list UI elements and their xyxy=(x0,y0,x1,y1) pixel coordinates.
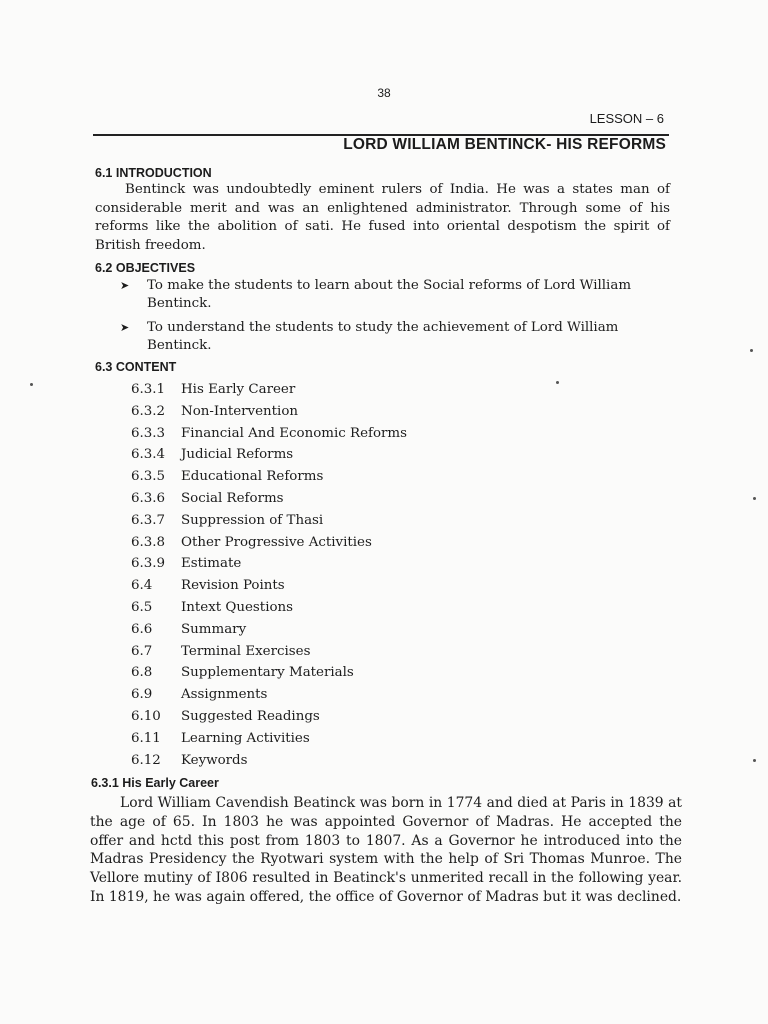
objective-item xyxy=(120,319,640,355)
item-label: Revision Points xyxy=(181,578,285,594)
page-number: 38 xyxy=(377,86,391,100)
item-number: 6.10 xyxy=(131,708,161,724)
list-item xyxy=(131,662,531,684)
list-item xyxy=(131,641,531,663)
item-label: Learning Activities xyxy=(181,730,310,746)
objectives-heading: 6.2 OBJECTIVES xyxy=(95,261,196,275)
item-label: Judicial Reforms xyxy=(181,447,294,463)
arrow-bullet-icon: ➤ xyxy=(120,279,130,292)
item-label: Assignments xyxy=(181,687,268,703)
content-list xyxy=(131,379,531,771)
item-number: 6.9 xyxy=(131,687,153,703)
item-number: 6.5 xyxy=(131,599,153,615)
item-number: 6.3.9 xyxy=(131,556,166,572)
list-item xyxy=(131,750,531,772)
introduction-paragraph: Bentinck was undoubtedly eminent rulers of India. He was a states man of considerable merit and was an enlightened administrator. Through some of his reforms like the abolition of sati. He fused into oriental despotism the spirit of British freedom. xyxy=(95,182,670,253)
item-number: 6.4 xyxy=(131,578,153,594)
scan-speck xyxy=(750,349,753,352)
item-label: Financial And Economic Reforms xyxy=(181,425,407,441)
item-label: Terminal Exercises xyxy=(181,643,311,659)
item-number: 6.3.4 xyxy=(131,447,166,463)
item-number: 6.3.2 xyxy=(131,403,166,419)
list-item xyxy=(131,597,531,619)
item-number: 6.3.3 xyxy=(131,425,166,441)
lesson-title: LORD WILLIAM BENTINCK- HIS REFORMS xyxy=(343,136,666,153)
list-item xyxy=(131,619,531,641)
item-number: 6.3.8 xyxy=(131,534,166,550)
item-label: Suggested Readings xyxy=(181,708,320,724)
lesson-label: LESSON – 6 xyxy=(589,111,664,126)
item-number: 6.3.1 xyxy=(131,382,166,397)
list-item xyxy=(131,423,531,445)
list-item xyxy=(131,379,531,401)
scan-speck xyxy=(753,497,756,500)
item-number: 6.11 xyxy=(131,730,161,746)
item-number: 6.7 xyxy=(131,643,153,659)
list-item xyxy=(131,575,531,597)
list-item xyxy=(131,553,531,575)
item-number: 6.6 xyxy=(131,621,153,637)
item-label: Estimate xyxy=(181,556,242,572)
scan-speck xyxy=(556,381,559,384)
introduction-heading: 6.1 INTRODUCTION xyxy=(95,166,212,180)
list-item xyxy=(131,444,531,466)
item-label: His Early Career xyxy=(181,382,296,397)
item-number: 6.12 xyxy=(131,752,161,768)
item-label: Supplementary Materials xyxy=(181,665,354,681)
item-label: Social Reforms xyxy=(181,490,284,506)
item-label: Keywords xyxy=(181,752,248,768)
early-career-paragraph: Lord William Cavendish Beatinck was born in 1774 and died at Paris in 1839 at the age of 65. In 1803 he was appointed Governor of Madras. He accepted the offer and hctd this post from 1803 to 1807. As a Governor he introduced into the Madras Presidency the Ryotwari system with the help of Sri Thomas Munroe. The Vellore mutiny of I806 resulted in Beatinck's unmerited recall in the following year. In 1819, he was again offered, the office of Governor of Madras but it was declined. xyxy=(90,795,682,905)
item-label: Educational Reforms xyxy=(181,469,324,485)
content-heading: 6.3 CONTENT xyxy=(95,360,177,374)
scan-speck xyxy=(753,759,756,762)
item-label: Intext Questions xyxy=(181,599,294,615)
item-label: Suppression of Thasi xyxy=(181,512,324,528)
list-item xyxy=(131,706,531,728)
list-item xyxy=(131,532,531,554)
list-item xyxy=(131,401,531,423)
list-item xyxy=(131,728,531,750)
list-item xyxy=(131,684,531,706)
arrow-bullet-icon: ➤ xyxy=(120,321,130,334)
item-number: 6.3.5 xyxy=(131,469,166,485)
item-number: 6.3.7 xyxy=(131,512,166,528)
item-label: Non-Intervention xyxy=(181,403,299,419)
item-number: 6.3.6 xyxy=(131,490,166,506)
item-label: Summary xyxy=(181,621,247,637)
early-career-heading: 6.3.1 His Early Career xyxy=(91,776,219,790)
item-label: Other Progressive Activities xyxy=(181,534,372,550)
objective-text: To make the students to learn about the Social reforms of Lord William Bentinck. xyxy=(147,278,632,311)
list-item xyxy=(131,488,531,510)
list-item xyxy=(131,510,531,532)
objective-text: To understand the students to study the achievement of Lord William Bentinck. xyxy=(147,320,619,353)
list-item xyxy=(131,466,531,488)
scan-speck xyxy=(30,383,33,386)
objective-item xyxy=(120,277,640,313)
item-number: 6.8 xyxy=(131,665,153,681)
